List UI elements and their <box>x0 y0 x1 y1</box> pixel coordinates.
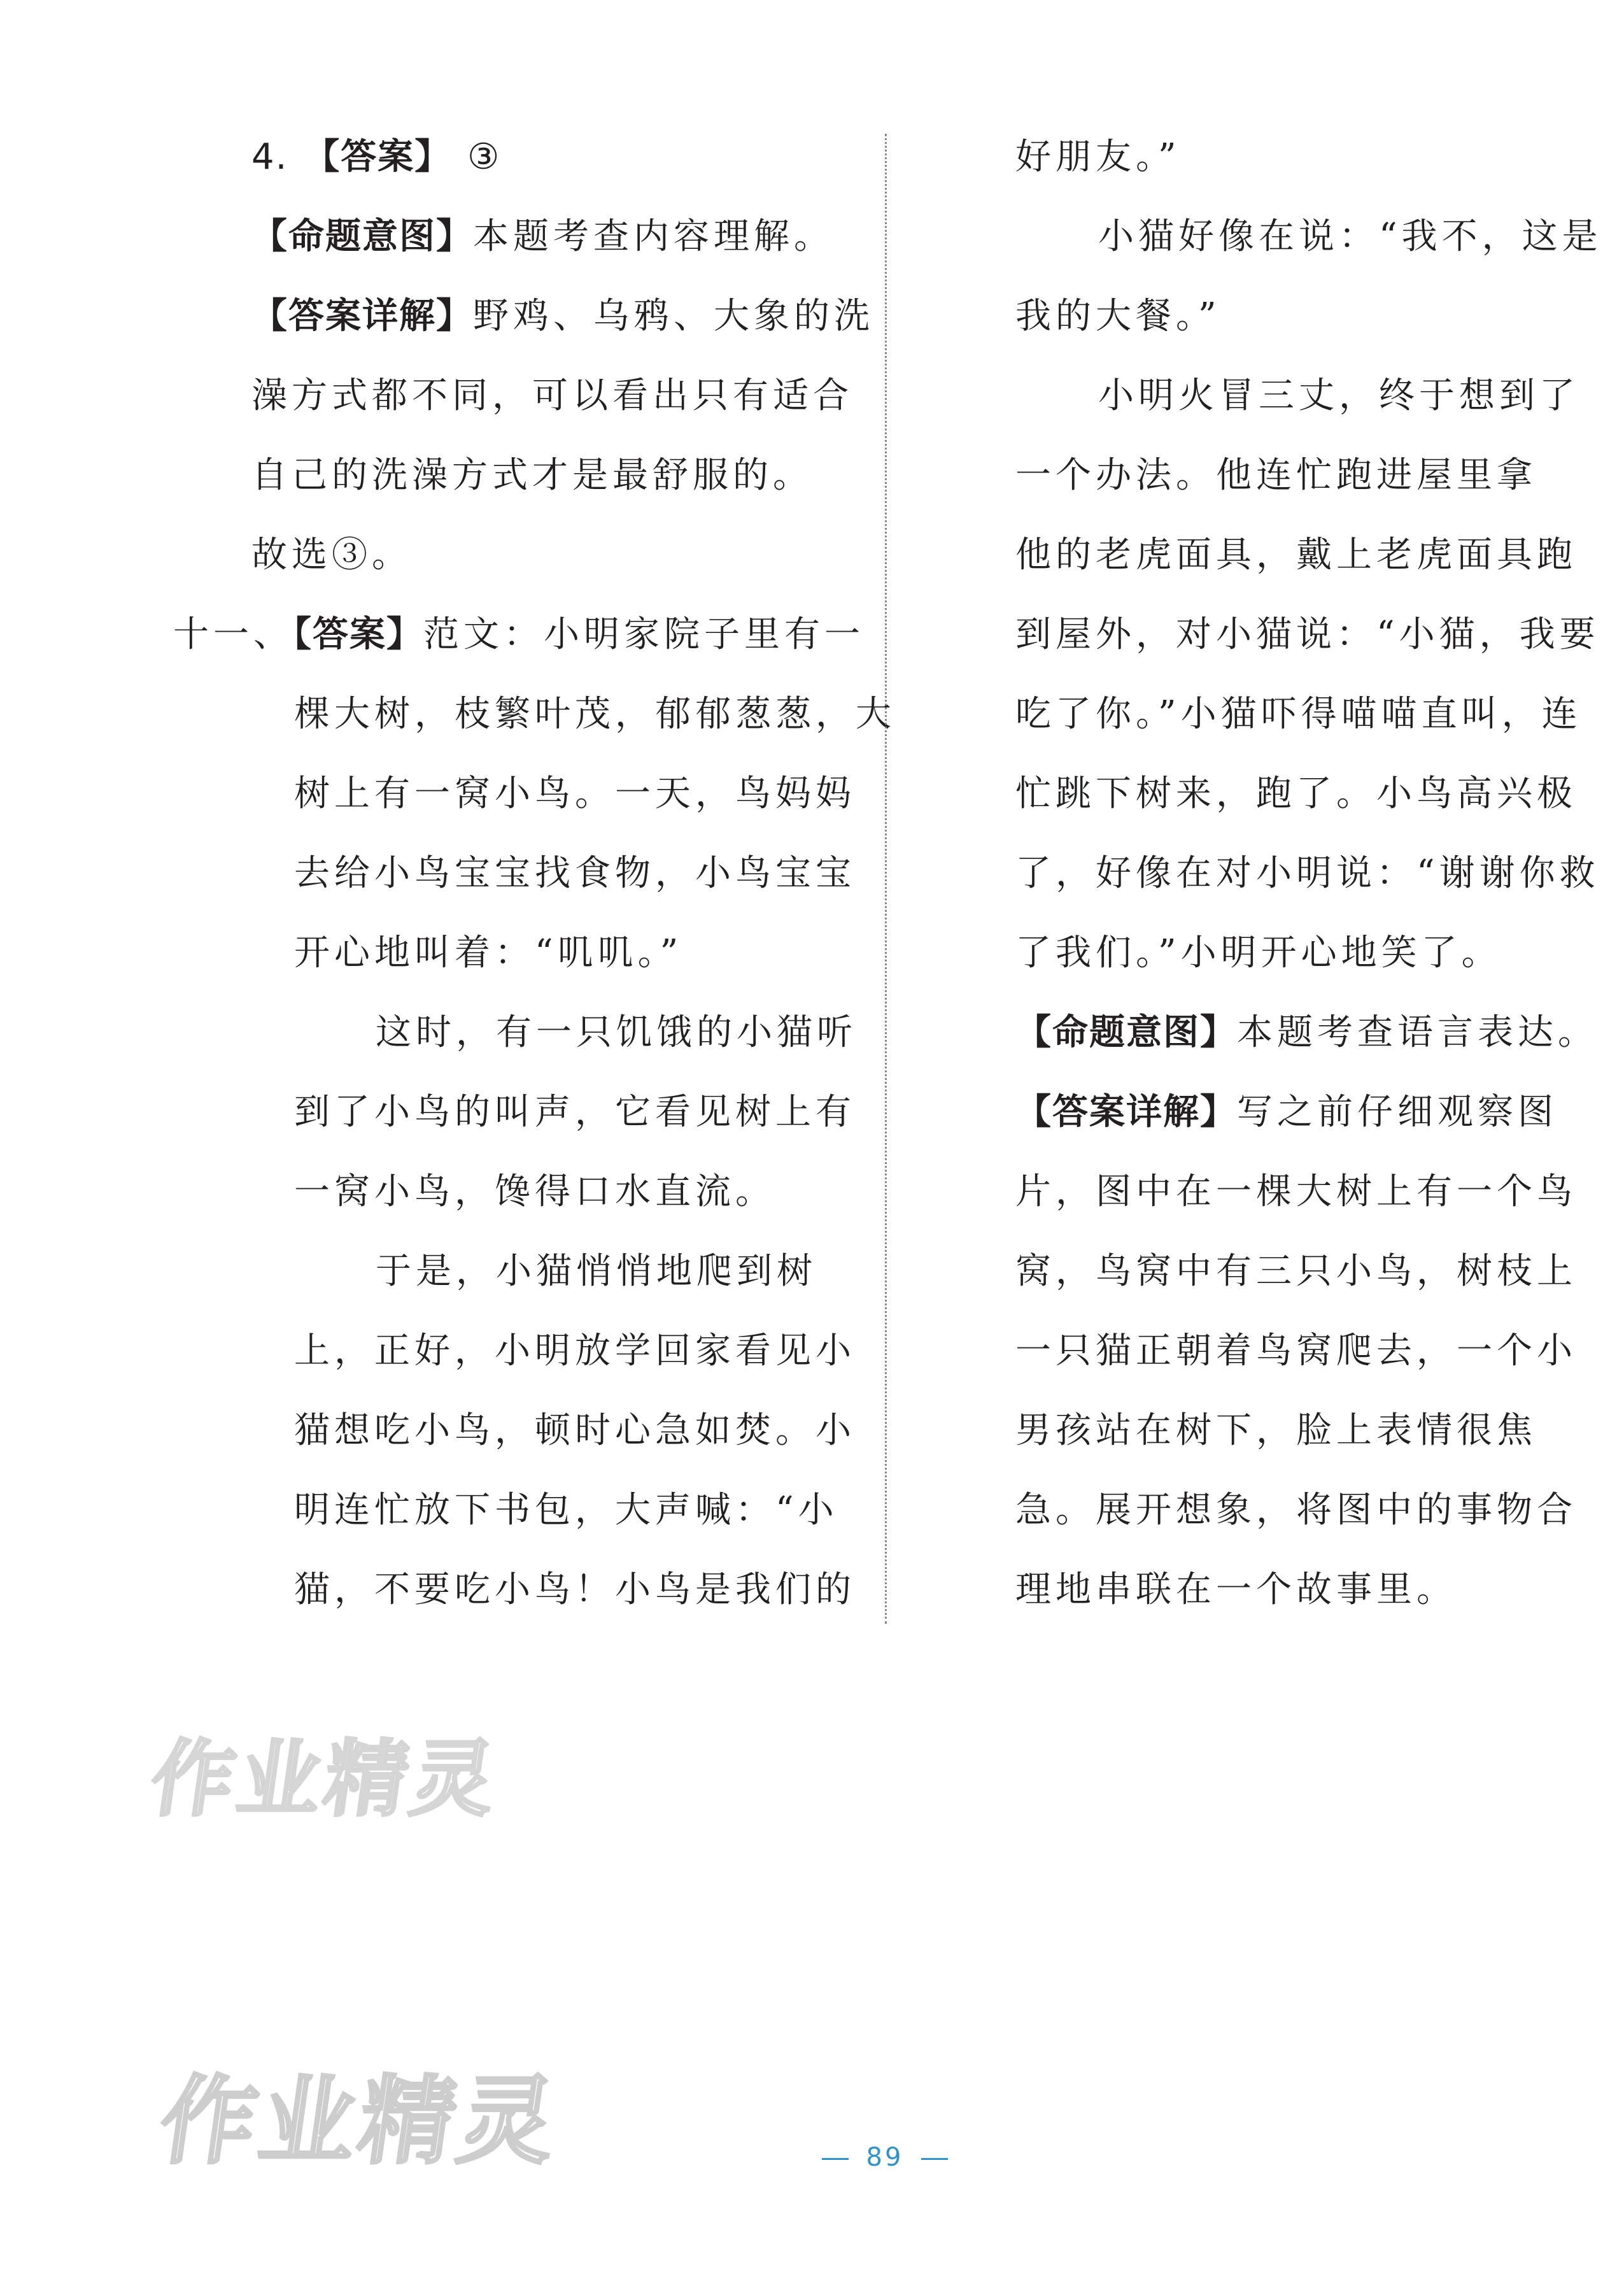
question-number: 十一、 <box>173 614 293 655</box>
column-divider <box>885 134 887 1624</box>
q4-detail-line-2: 澡方式都不同，可以看出只有适合 <box>251 375 853 416</box>
essay-line: 猫想吃小鸟，顿时心急如焚。小 <box>294 1410 856 1451</box>
page-number <box>780 2143 990 2172</box>
detail-line: 急。展开想象，将图中的事物合 <box>1015 1489 1577 1531</box>
q11-answer-line <box>173 608 865 662</box>
essay-line: 到屋外，对小猫说：“小猫，我要 <box>1015 614 1600 655</box>
detail-line: 理地串联在一个故事里。 <box>1015 1569 1457 1610</box>
essay-line: 我的大餐。” <box>1015 295 1221 337</box>
answer-tag: 【答案】 <box>293 614 423 655</box>
watermark-logo: 作业精灵 <box>153 2066 567 2177</box>
page-number-value: 89 <box>866 2143 904 2172</box>
essay-line: 明连忙放下书包，大声喊：“小 <box>294 1489 838 1531</box>
q4-detail-line-3: 自己的洗澡方式才是最舒服的。 <box>251 455 813 496</box>
essay-line: 了我们。”小明开心地笑了。 <box>1015 932 1502 974</box>
q4-detail-line-4: 故选③。 <box>251 534 412 576</box>
q4-intent-line <box>251 210 834 264</box>
answer-tag: 【答案】 <box>304 136 452 178</box>
intent-text: 本题考查语言表达。 <box>1237 1012 1598 1053</box>
essay-line: 小明火冒三丈，终于想到了 <box>1098 375 1579 416</box>
essay-line: 好朋友。” <box>1015 136 1181 178</box>
essay-line: 忙跳下树来，跑了。小鸟高兴极 <box>1015 773 1577 814</box>
essay-line: 于是，小猫悄悄地爬到树 <box>376 1251 817 1292</box>
essay-line: 上，正好，小明放学回家看见小 <box>294 1330 856 1372</box>
dash-right <box>921 2158 948 2160</box>
dash-left <box>822 2158 849 2160</box>
essay-line: 去给小鸟宝宝找食物，小鸟宝宝 <box>294 853 856 894</box>
detail-text: 写之前仔细观察图 <box>1237 1091 1558 1133</box>
detail-line: 一只猫正朝着鸟窝爬去，一个小 <box>1015 1330 1577 1372</box>
intent-tag: 【命题意图】 <box>251 216 473 257</box>
question-number: 4. <box>251 136 288 178</box>
intent-text: 本题考查内容理解。 <box>473 216 834 257</box>
essay-line: 他的老虎面具，戴上老虎面具跑 <box>1015 534 1577 576</box>
detail-line: 窝，鸟窝中有三只小鸟，树枝上 <box>1015 1251 1577 1292</box>
essay-line: 开心地叫着：“叽叽。” <box>294 932 683 974</box>
detail-text: 野鸡、乌鸦、大象的洗 <box>473 295 874 337</box>
essay-line: 了，好像在对小明说：“谢谢你救 <box>1015 853 1600 894</box>
q11-detail-line-1 <box>1015 1086 1558 1139</box>
detail-tag: 【答案详解】 <box>251 295 473 337</box>
q11-intent-line <box>1015 1006 1598 1060</box>
essay-line: 这时，有一只饥饿的小猫听 <box>376 1012 857 1053</box>
q4-detail-line-1 <box>251 290 874 343</box>
answer-value: ③ <box>467 136 504 178</box>
essay-line: 树上有一窝小鸟。一天，鸟妈妈 <box>294 773 856 814</box>
detail-line: 男孩站在树下，脸上表情很焦 <box>1015 1410 1537 1451</box>
essay-line: 小猫好像在说：“我不，这是 <box>1098 216 1602 257</box>
answer-text: 范文：小明家院子里有一 <box>423 614 865 655</box>
essay-line: 到了小鸟的叫声，它看见树上有 <box>294 1091 856 1133</box>
intent-tag: 【命题意图】 <box>1015 1012 1237 1053</box>
essay-line: 一窝小鸟，馋得口水直流。 <box>294 1171 775 1212</box>
detail-line: 片，图中在一棵大树上有一个鸟 <box>1015 1171 1577 1212</box>
essay-line: 吃了你。”小猫吓得喵喵直叫，连 <box>1015 693 1582 735</box>
detail-tag: 【答案详解】 <box>1015 1091 1237 1133</box>
essay-line: 一个办法。他连忙跑进屋里拿 <box>1015 455 1537 496</box>
watermark-logo: 作业精灵 <box>145 1731 505 1828</box>
essay-line: 猫，不要吃小鸟！小鸟是我们的 <box>294 1569 856 1610</box>
essay-line: 棵大树，枝繁叶茂，郁郁葱葱，大 <box>294 693 896 735</box>
q4-answer-line <box>251 131 504 184</box>
